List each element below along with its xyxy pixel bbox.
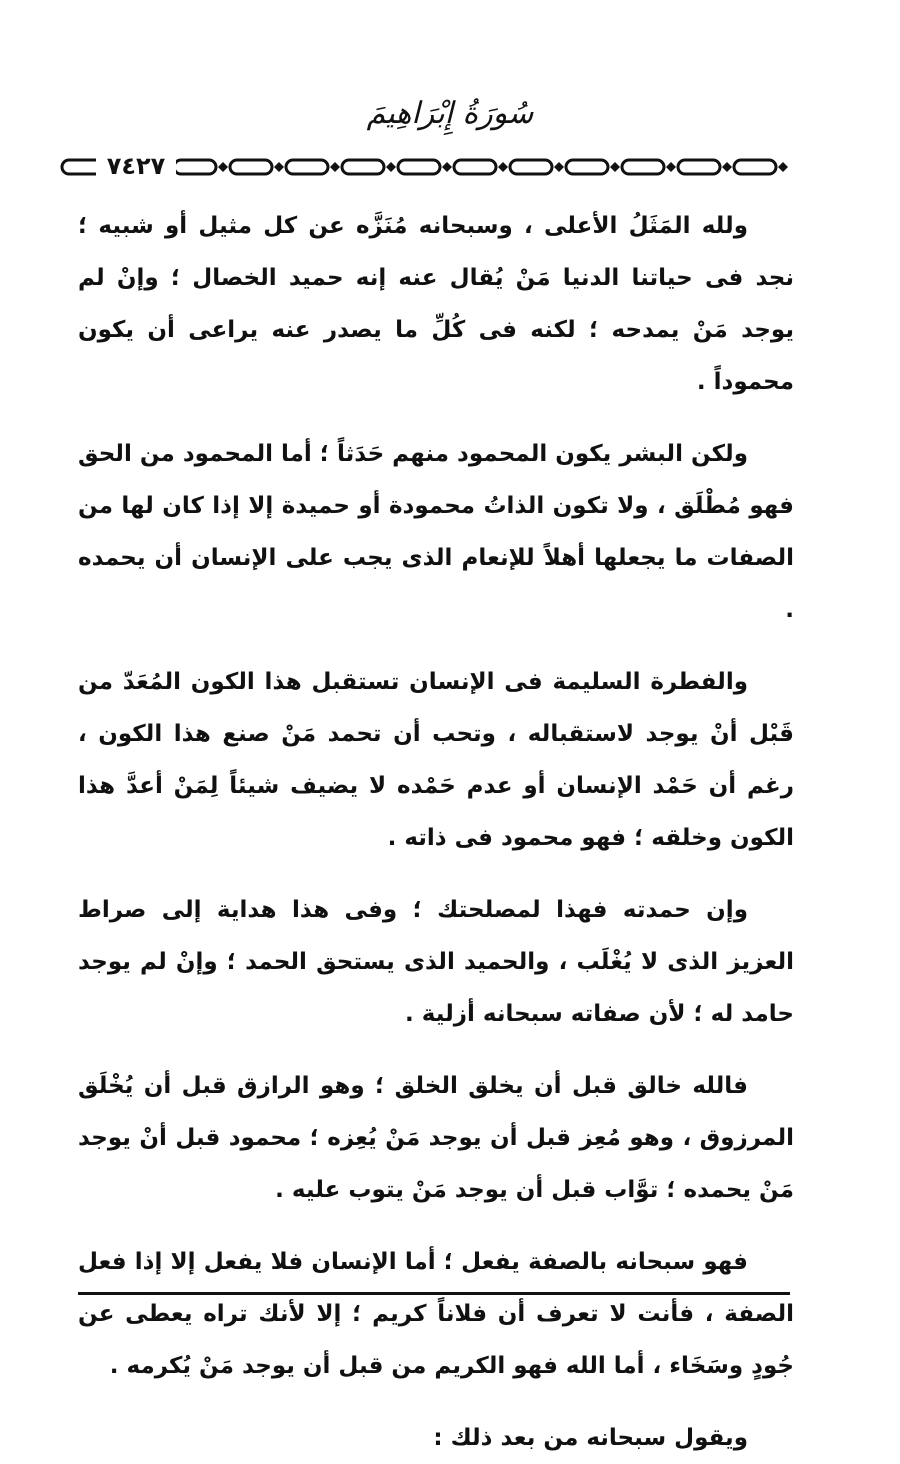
chain-link bbox=[454, 160, 496, 174]
chain-diamond bbox=[554, 162, 564, 172]
chain-diamond bbox=[274, 162, 284, 172]
chain-link bbox=[622, 160, 664, 174]
chain-diamond bbox=[386, 162, 396, 172]
paragraph-1: ولله المَثَلُ الأعلى ، وسبحانه مُنَزَّه عن كل مثيل أو شبيه ؛ نجد فى حياتنا الدنيا مَنْ يُقال عنه إنه حميد الخصال ؛ وإنْ لم يوجد مَنْ يمدحه ؛ لكنه فى كُلِّ ما يصدر عنه يراعى أن يكون محموداً . bbox=[78, 213, 794, 395]
chain-diamond bbox=[442, 162, 452, 172]
chain-link bbox=[398, 160, 440, 174]
chain-diamond bbox=[778, 162, 788, 172]
paragraph-3: والفطرة السليمة فى الإنسان تستقبل هذا الكون المُعَدّ من قَبْل أنْ يوجد لاستقباله ، وتحب أن تحمد مَنْ صنع هذا الكون ، رغم أن حَمْد الإنسان أو عدم حَمْده لا يضيف شيئاً لِمَنْ أعدَّ هذا الكون وخلقه ؛ فهو محمود فى ذاته . bbox=[78, 669, 794, 851]
chain-link bbox=[286, 160, 328, 174]
chain-diamond bbox=[498, 162, 508, 172]
paragraph-4: وإن حمدته فهذا لمصلحتك ؛ وفى هذا هداية إلى صراط العزيز الذى لا يُغْلَب ، والحميد الذى يستحق الحمد ؛ وإنْ لم يوجد حامد له ؛ لأن صفاته سبحانه أزلية . bbox=[78, 897, 794, 1027]
paragraph-5: فالله خالق قبل أن يخلق الخلق ؛ وهو الرازق قبل أن يُخْلَق المرزوق ، وهو مُعِز قبل أن يوجد مَنْ يُعِزه ؛ محمود قبل أنْ يوجد مَنْ يحمده ؛ توَّاب قبل أن يوجد مَنْ يتوب عليه . bbox=[78, 1073, 794, 1203]
paragraph-6: فهو سبحانه بالصفة يفعل ؛ أما الإنسان فلا يفعل إلا إذا فعل الصفة ، فأنت لا تعرف أن فلاناً كريم ؛ إلا لأنك تراه يعطى عن جُودٍ وسَخَاء ، أما الله فهو الكريم من قبل أن يوجد مَنْ يُكرمه . bbox=[78, 1249, 794, 1379]
page-number: ٧٤٢٧ bbox=[96, 148, 176, 184]
surah-title: سُورَةُ إِبْرَاهِيمَ bbox=[366, 96, 534, 131]
main-text-body bbox=[78, 200, 794, 1464]
chain-diamond bbox=[330, 162, 340, 172]
chain-diamond bbox=[218, 162, 228, 172]
chain-link bbox=[174, 160, 216, 174]
chain-link bbox=[342, 160, 384, 174]
paragraph-2: ولكن البشر يكون المحمود منهم حَدَثاً ؛ أما المحمود من الحق فهو مُطْلَق ، ولا تكون الذاتُ محمودة أو حميدة إلا إذا كان لها من الصفات ما يجعلها أهلاً للإنعام الذى يجب على الإنسان أن يحمده . bbox=[78, 441, 794, 623]
chain-link bbox=[510, 160, 552, 174]
chain-link bbox=[566, 160, 608, 174]
chain-diamond bbox=[722, 162, 732, 172]
chain-link bbox=[230, 160, 272, 174]
footer-rule bbox=[78, 1292, 790, 1295]
chain-diamond bbox=[610, 162, 620, 172]
paragraph-7: ويقول سبحانه من بعد ذلك : bbox=[433, 1425, 748, 1451]
chain-diamond bbox=[666, 162, 676, 172]
chain-link bbox=[678, 160, 720, 174]
chain-link bbox=[734, 160, 776, 174]
